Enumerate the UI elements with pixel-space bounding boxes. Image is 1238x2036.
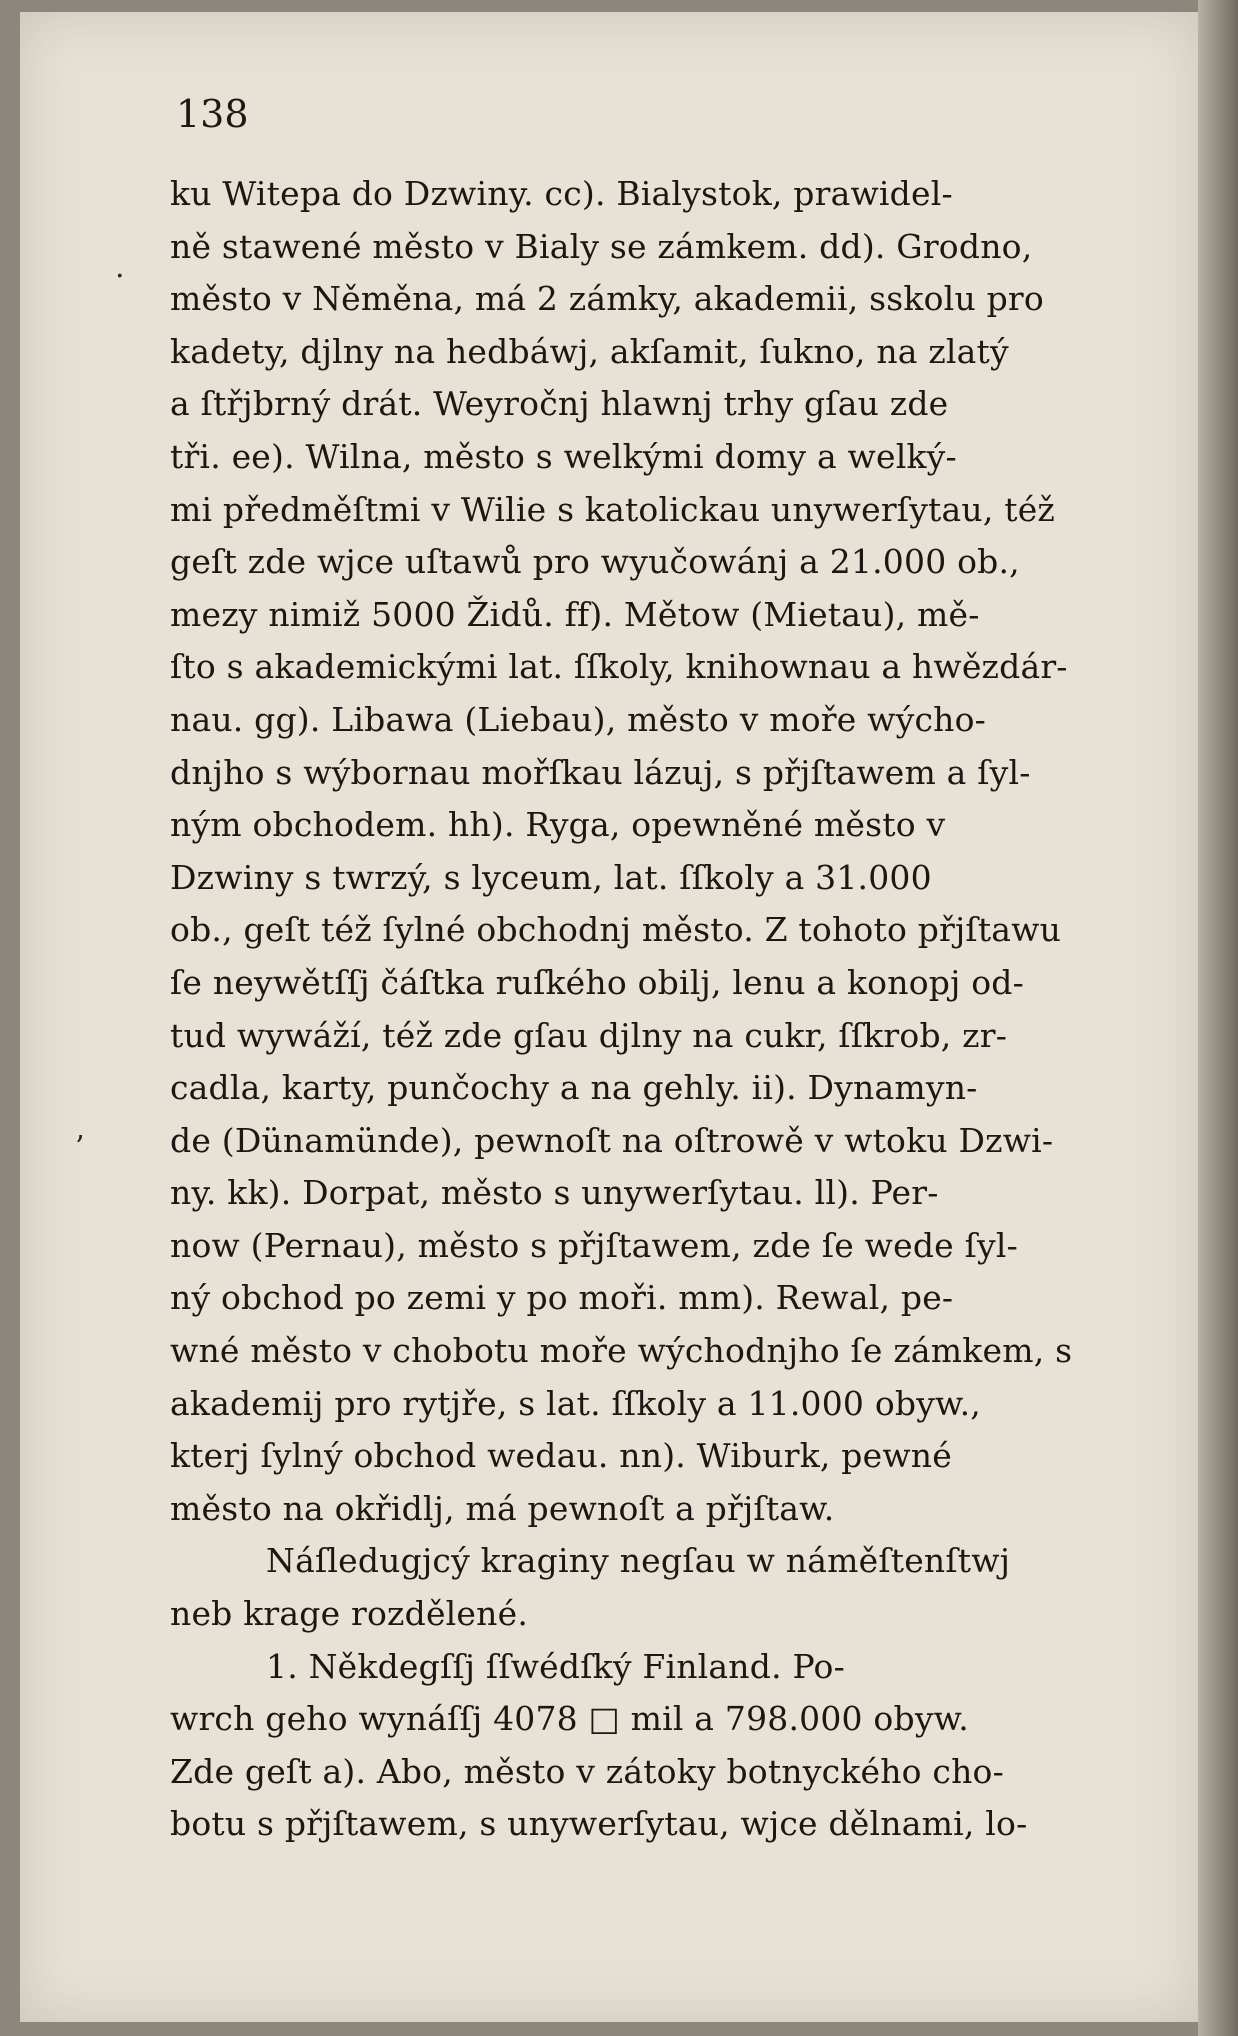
text-line: cadla, karty, punčochy a na gehly. ii). Dynamyn- bbox=[170, 1068, 978, 1108]
text-line: nau. gg). Libawa (Liebau), město v moře wýcho- bbox=[170, 699, 987, 739]
text-line: město na okřidlj, má pewnoſt a přjſtaw. bbox=[170, 1488, 835, 1528]
text-line: Zde geſt a). Abo, město v zátoky botnyckého cho- bbox=[170, 1751, 1004, 1791]
text-line: město v Něměna, má 2 zámky, akademii, sskolu pro bbox=[170, 279, 1044, 319]
text-line: wné město v chobotu moře wýchodnjho ſe zámkem, s bbox=[170, 1331, 1073, 1371]
page-number: 138 bbox=[176, 92, 249, 136]
text-line: de (Dünamünde), pewnoſt na oſtrowě v wtoku Dzwi- bbox=[170, 1120, 1054, 1160]
text-line: wrch geho wynáſſj 4078 □ mil a 798.000 obyw. bbox=[170, 1699, 969, 1739]
text-line: dnjho s wýbornau mořſkau lázuj, s přjſtawem a ſyl- bbox=[170, 752, 1031, 792]
text-line: akademij pro rytjře, s lat. ſſkoly a 11.000 obyw., bbox=[170, 1383, 981, 1423]
text-line: ſe neywětſſj čáſtka ruſkého obilj, lenu a konopj od- bbox=[170, 962, 1024, 1002]
stray-mark: ’ bbox=[75, 1130, 85, 1165]
text-line: ně stawené město v Bialy se zámkem. dd). Grodno, bbox=[170, 226, 1033, 266]
text-line: now (Pernau), město s přjſtawem, zde ſe wede ſyl- bbox=[170, 1225, 1018, 1265]
text-line: ny. kk). Dorpat, město s unywerſytau. ll). Per- bbox=[170, 1173, 939, 1213]
text-line: ku Witepa do Dzwiny. cc). Bialystok, prawidel- bbox=[170, 174, 953, 213]
text-line: Dzwiny s twrzý, s lyceum, lat. ſſkoly a 31.000 bbox=[170, 857, 932, 897]
text-body bbox=[170, 168, 1110, 1851]
text-line: Náſledugjcý kraginy negſau w náměſtenſtwj bbox=[266, 1541, 1011, 1581]
text-line: geſt zde wjce uſtawů pro wyučowánj a 21.000 ob., bbox=[170, 542, 1020, 582]
text-line: mi předměſtmi v Wilie s katolickau unywerſytau, též bbox=[170, 489, 1056, 529]
text-line: ným obchodem. hh). Ryga, opewněné město v bbox=[170, 805, 946, 845]
text-line: tři. ee). Wilna, město s welkými domy a welký- bbox=[170, 436, 957, 476]
text-line: ſto s akademickými lat. ſſkoly, knihownau a hwězdár- bbox=[170, 647, 1068, 687]
stray-mark: . bbox=[115, 250, 125, 285]
text-line: neb krage rozdělené. bbox=[170, 1594, 529, 1634]
text-line: a ſtřjbrný drát. Weyročnj hlawnj trhy gſau zde bbox=[170, 384, 949, 424]
text-line: kterj ſylný obchod wedau. nn). Wiburk, pewné bbox=[170, 1436, 952, 1476]
page-edge-shadow bbox=[1198, 0, 1238, 2036]
text-line: mezy nimiž 5000 Židů. ff). Mětow (Mietau), mě- bbox=[170, 594, 980, 634]
text-line: botu s přjſtawem, s unywerſytau, wjce dělnami, lo- bbox=[170, 1804, 1028, 1844]
text-line: tud wywáží, též zde gſau djlny na cukr, ſſkrob, zr- bbox=[170, 1015, 1008, 1055]
text-line: ob., geſt též ſylné obchodnj město. Z tohoto přjſtawu bbox=[170, 910, 1062, 950]
text-line: 1. Někdegſſj ſſwédſký Finland. Po- bbox=[266, 1646, 845, 1686]
text-line: kadety, djlny na hedbáwj, akſamit, ſukno, na zlatý bbox=[170, 331, 1009, 371]
text-line: ný obchod po zemi y po moři. mm). Rewal, pe- bbox=[170, 1278, 954, 1318]
